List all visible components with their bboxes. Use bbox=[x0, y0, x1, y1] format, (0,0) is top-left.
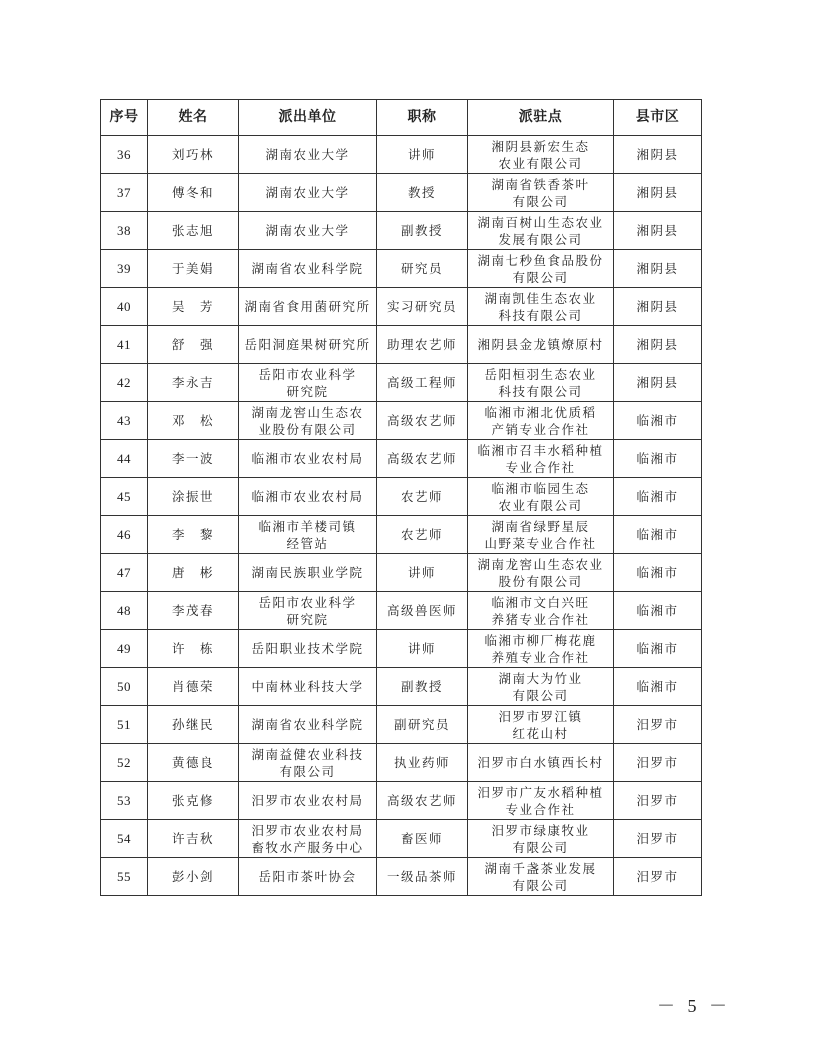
cell-title: 执业药师 bbox=[377, 744, 468, 782]
table-row bbox=[101, 402, 702, 440]
cell-serial-number: 49 bbox=[101, 630, 148, 668]
cell-name: 张克修 bbox=[148, 782, 239, 820]
cell-title: 研究员 bbox=[377, 250, 468, 288]
cell-title: 教授 bbox=[377, 174, 468, 212]
table-row bbox=[101, 250, 702, 288]
personnel-table bbox=[100, 99, 702, 896]
cell-title: 高级农艺师 bbox=[377, 402, 468, 440]
cell-county-district: 临湘市 bbox=[614, 478, 702, 516]
cell-station-location: 临湘市临园生态 农业有限公司 bbox=[468, 478, 614, 516]
cell-station-location: 湖南七秒鱼食品股份 有限公司 bbox=[468, 250, 614, 288]
table-row bbox=[101, 744, 702, 782]
cell-county-district: 临湘市 bbox=[614, 592, 702, 630]
cell-county-district: 临湘市 bbox=[614, 516, 702, 554]
cell-county-district: 湘阴县 bbox=[614, 364, 702, 402]
cell-serial-number: 51 bbox=[101, 706, 148, 744]
cell-station-location: 湖南省铁香茶叶 有限公司 bbox=[468, 174, 614, 212]
cell-county-district: 临湘市 bbox=[614, 554, 702, 592]
cell-name: 肖德荣 bbox=[148, 668, 239, 706]
cell-county-district: 湘阴县 bbox=[614, 326, 702, 364]
cell-serial-number: 55 bbox=[101, 858, 148, 896]
cell-dispatching-unit: 湖南农业大学 bbox=[239, 136, 377, 174]
cell-county-district: 汨罗市 bbox=[614, 782, 702, 820]
cell-name: 傅冬和 bbox=[148, 174, 239, 212]
cell-name: 李 黎 bbox=[148, 516, 239, 554]
header-title: 职称 bbox=[377, 100, 468, 136]
header-county-district: 县市区 bbox=[614, 100, 702, 136]
table-row bbox=[101, 554, 702, 592]
table-row bbox=[101, 630, 702, 668]
cell-title: 一级品茶师 bbox=[377, 858, 468, 896]
cell-dispatching-unit: 岳阳市农业科学 研究院 bbox=[239, 364, 377, 402]
cell-county-district: 汨罗市 bbox=[614, 744, 702, 782]
table-row bbox=[101, 592, 702, 630]
cell-county-district: 临湘市 bbox=[614, 402, 702, 440]
cell-county-district: 汨罗市 bbox=[614, 858, 702, 896]
cell-title: 高级工程师 bbox=[377, 364, 468, 402]
cell-station-location: 汨罗市广友水稻种植 专业合作社 bbox=[468, 782, 614, 820]
cell-dispatching-unit: 中南林业科技大学 bbox=[239, 668, 377, 706]
cell-county-district: 临湘市 bbox=[614, 440, 702, 478]
cell-name: 彭小剑 bbox=[148, 858, 239, 896]
cell-serial-number: 47 bbox=[101, 554, 148, 592]
cell-title: 助理农艺师 bbox=[377, 326, 468, 364]
cell-dispatching-unit: 岳阳市茶叶协会 bbox=[239, 858, 377, 896]
cell-county-district: 湘阴县 bbox=[614, 250, 702, 288]
cell-station-location: 湖南百树山生态农业 发展有限公司 bbox=[468, 212, 614, 250]
cell-station-location: 湖南大为竹业 有限公司 bbox=[468, 668, 614, 706]
cell-station-location: 湖南凯佳生态农业 科技有限公司 bbox=[468, 288, 614, 326]
cell-station-location: 岳阳桓羽生态农业 科技有限公司 bbox=[468, 364, 614, 402]
cell-name: 于美娟 bbox=[148, 250, 239, 288]
cell-station-location: 湘阴县金龙镇燎原村 bbox=[468, 326, 614, 364]
cell-station-location: 湖南龙窖山生态农业 股份有限公司 bbox=[468, 554, 614, 592]
cell-dispatching-unit: 湖南益健农业科技 有限公司 bbox=[239, 744, 377, 782]
cell-title: 高级农艺师 bbox=[377, 782, 468, 820]
cell-title: 高级兽医师 bbox=[377, 592, 468, 630]
cell-name: 孙继民 bbox=[148, 706, 239, 744]
table-row bbox=[101, 326, 702, 364]
cell-name: 许 栋 bbox=[148, 630, 239, 668]
cell-name: 邓 松 bbox=[148, 402, 239, 440]
cell-title: 农艺师 bbox=[377, 516, 468, 554]
cell-station-location: 临湘市召丰水稻种植 专业合作社 bbox=[468, 440, 614, 478]
table-row bbox=[101, 288, 702, 326]
cell-name: 刘巧林 bbox=[148, 136, 239, 174]
table-row bbox=[101, 364, 702, 402]
header-name: 姓名 bbox=[148, 100, 239, 136]
cell-title: 副教授 bbox=[377, 212, 468, 250]
table-row bbox=[101, 136, 702, 174]
cell-dispatching-unit: 湖南省食用菌研究所 bbox=[239, 288, 377, 326]
cell-name: 黄德良 bbox=[148, 744, 239, 782]
cell-serial-number: 45 bbox=[101, 478, 148, 516]
cell-name: 李永吉 bbox=[148, 364, 239, 402]
cell-serial-number: 53 bbox=[101, 782, 148, 820]
cell-dispatching-unit: 岳阳市农业科学 研究院 bbox=[239, 592, 377, 630]
table-row bbox=[101, 782, 702, 820]
cell-station-location: 临湘市文白兴旺 养猪专业合作社 bbox=[468, 592, 614, 630]
cell-serial-number: 39 bbox=[101, 250, 148, 288]
cell-station-location: 汨罗市白水镇西长村 bbox=[468, 744, 614, 782]
cell-title: 农艺师 bbox=[377, 478, 468, 516]
cell-station-location: 湖南省绿野星辰 山野菜专业合作社 bbox=[468, 516, 614, 554]
table-row bbox=[101, 212, 702, 250]
cell-county-district: 湘阴县 bbox=[614, 288, 702, 326]
cell-serial-number: 38 bbox=[101, 212, 148, 250]
cell-station-location: 汨罗市罗江镇 红花山村 bbox=[468, 706, 614, 744]
cell-title: 实习研究员 bbox=[377, 288, 468, 326]
cell-county-district: 汨罗市 bbox=[614, 820, 702, 858]
header-dispatching-unit: 派出单位 bbox=[239, 100, 377, 136]
cell-county-district: 湘阴县 bbox=[614, 174, 702, 212]
cell-county-district: 汨罗市 bbox=[614, 706, 702, 744]
cell-serial-number: 37 bbox=[101, 174, 148, 212]
header-serial-number: 序号 bbox=[101, 100, 148, 136]
table-row bbox=[101, 668, 702, 706]
cell-county-district: 湘阴县 bbox=[614, 136, 702, 174]
cell-serial-number: 42 bbox=[101, 364, 148, 402]
cell-dispatching-unit: 湖南农业大学 bbox=[239, 174, 377, 212]
cell-station-location: 临湘市湘北优质稻 产销专业合作社 bbox=[468, 402, 614, 440]
cell-county-district: 临湘市 bbox=[614, 668, 702, 706]
cell-name: 李一波 bbox=[148, 440, 239, 478]
cell-title: 讲师 bbox=[377, 554, 468, 592]
cell-dispatching-unit: 汨罗市农业农村局 畜牧水产服务中心 bbox=[239, 820, 377, 858]
table-row bbox=[101, 820, 702, 858]
cell-name: 许吉秋 bbox=[148, 820, 239, 858]
cell-serial-number: 43 bbox=[101, 402, 148, 440]
cell-title: 高级农艺师 bbox=[377, 440, 468, 478]
cell-dispatching-unit: 临湘市羊楼司镇 经管站 bbox=[239, 516, 377, 554]
cell-name: 李茂春 bbox=[148, 592, 239, 630]
table-row bbox=[101, 440, 702, 478]
table-row bbox=[101, 706, 702, 744]
cell-county-district: 临湘市 bbox=[614, 630, 702, 668]
cell-serial-number: 36 bbox=[101, 136, 148, 174]
page-number: － 5 － bbox=[657, 996, 731, 1016]
table-row bbox=[101, 478, 702, 516]
cell-name: 张志旭 bbox=[148, 212, 239, 250]
cell-dispatching-unit: 岳阳职业技术学院 bbox=[239, 630, 377, 668]
cell-serial-number: 50 bbox=[101, 668, 148, 706]
table-row bbox=[101, 516, 702, 554]
cell-dispatching-unit: 湖南龙窖山生态农 业股份有限公司 bbox=[239, 402, 377, 440]
cell-dispatching-unit: 岳阳洞庭果树研究所 bbox=[239, 326, 377, 364]
cell-name: 舒 强 bbox=[148, 326, 239, 364]
cell-serial-number: 41 bbox=[101, 326, 148, 364]
cell-title: 副教授 bbox=[377, 668, 468, 706]
cell-title: 讲师 bbox=[377, 630, 468, 668]
cell-dispatching-unit: 临湘市农业农村局 bbox=[239, 478, 377, 516]
cell-dispatching-unit: 汨罗市农业农村局 bbox=[239, 782, 377, 820]
cell-dispatching-unit: 湖南民族职业学院 bbox=[239, 554, 377, 592]
cell-station-location: 湘阴县新宏生态 农业有限公司 bbox=[468, 136, 614, 174]
cell-name: 涂振世 bbox=[148, 478, 239, 516]
cell-name: 吴 芳 bbox=[148, 288, 239, 326]
cell-dispatching-unit: 湖南省农业科学院 bbox=[239, 706, 377, 744]
cell-station-location: 汨罗市绿康牧业 有限公司 bbox=[468, 820, 614, 858]
cell-county-district: 湘阴县 bbox=[614, 212, 702, 250]
cell-serial-number: 44 bbox=[101, 440, 148, 478]
cell-dispatching-unit: 湖南农业大学 bbox=[239, 212, 377, 250]
cell-dispatching-unit: 湖南省农业科学院 bbox=[239, 250, 377, 288]
cell-name: 唐 彬 bbox=[148, 554, 239, 592]
cell-serial-number: 48 bbox=[101, 592, 148, 630]
table-header-row bbox=[101, 100, 702, 136]
cell-serial-number: 54 bbox=[101, 820, 148, 858]
table-row bbox=[101, 858, 702, 896]
cell-title: 畜医师 bbox=[377, 820, 468, 858]
cell-title: 副研究员 bbox=[377, 706, 468, 744]
cell-station-location: 临湘市柳厂梅花鹿 养殖专业合作社 bbox=[468, 630, 614, 668]
table-row bbox=[101, 174, 702, 212]
cell-dispatching-unit: 临湘市农业农村局 bbox=[239, 440, 377, 478]
cell-station-location: 湖南千盏茶业发展 有限公司 bbox=[468, 858, 614, 896]
cell-serial-number: 52 bbox=[101, 744, 148, 782]
cell-serial-number: 46 bbox=[101, 516, 148, 554]
header-station-location: 派驻点 bbox=[468, 100, 614, 136]
cell-title: 讲师 bbox=[377, 136, 468, 174]
cell-serial-number: 40 bbox=[101, 288, 148, 326]
